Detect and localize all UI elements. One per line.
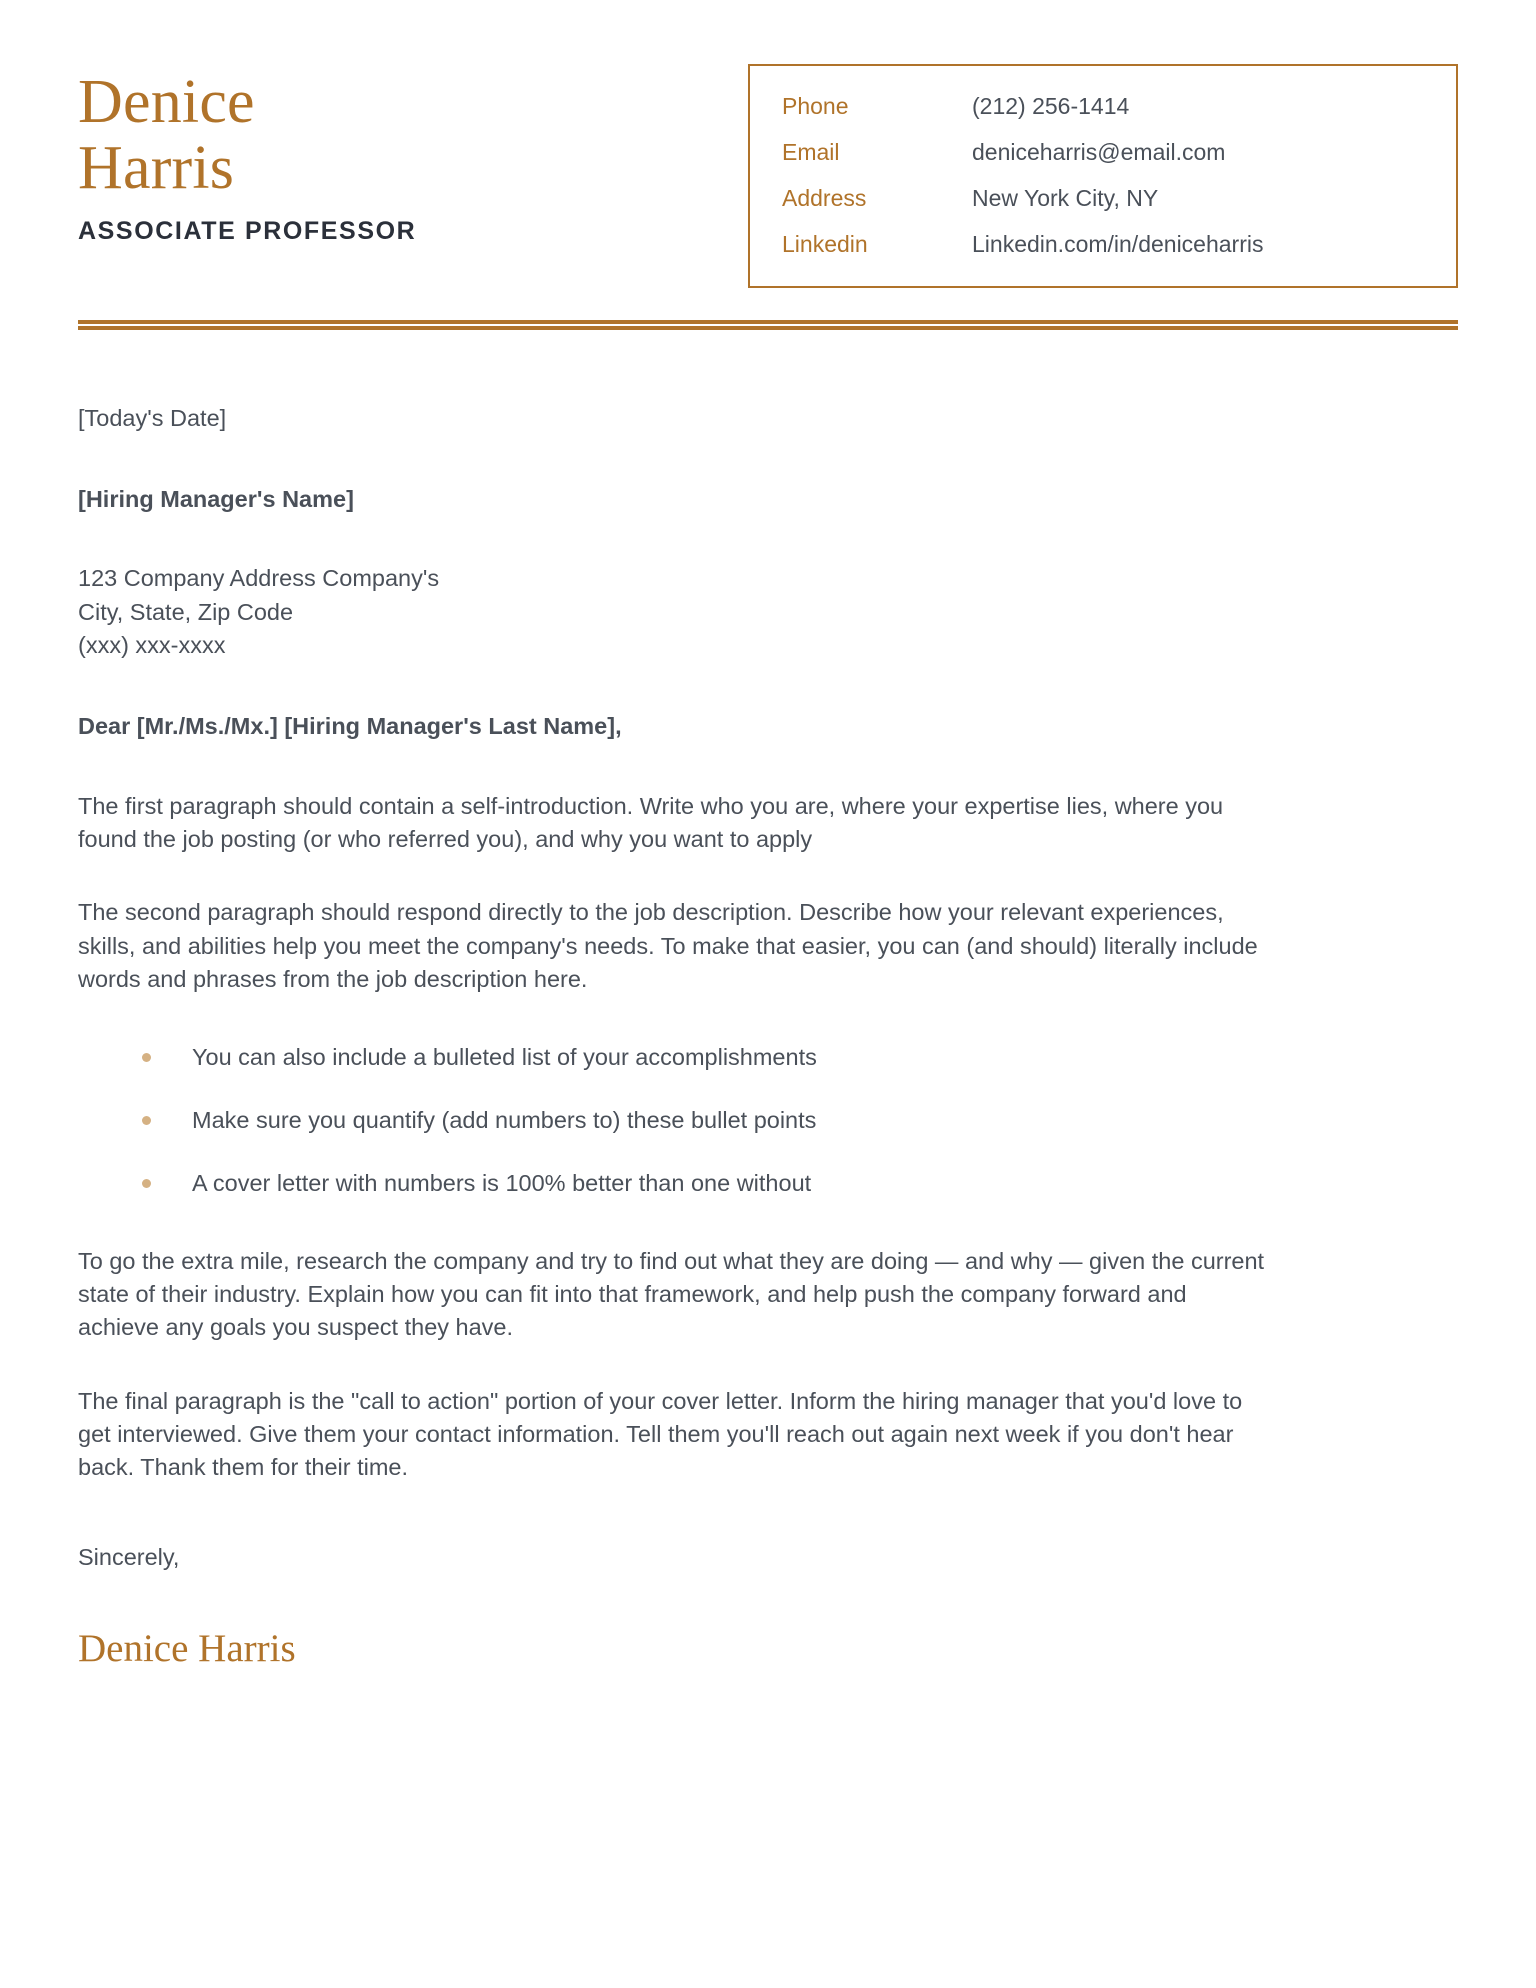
header-divider-wrap xyxy=(0,320,1536,330)
list-item-label: You can also include a bulleted list of your accomplishments xyxy=(192,1043,817,1070)
address-line-2: City, State, Zip Code xyxy=(78,598,294,625)
list-item xyxy=(118,1041,1458,1074)
contact-label-phone: Phone xyxy=(782,93,849,119)
contact-label-linkedin: Linkedin xyxy=(782,230,868,257)
address-line-3: (xxx) xxx-xxxx xyxy=(78,632,226,658)
letter-header xyxy=(0,0,1536,288)
list-item-label: Make sure you quantify (add numbers to) these bullet points xyxy=(192,1106,817,1133)
letter-body xyxy=(0,402,1536,1671)
header-divider xyxy=(78,320,1458,330)
contact-row-email xyxy=(782,138,1422,168)
contact-row-linkedin xyxy=(782,230,1422,260)
body-paragraph-1: The first paragraph should contain a self-introduction. Write who you are, where your expertise lies, where you found the job posting (or who referred you), and why you want to apply xyxy=(78,792,1224,853)
list-item xyxy=(118,1167,1458,1200)
last-name: Harris xyxy=(78,133,235,202)
body-paragraph-3: To go the extra mile, research the company and try to find out what they are doing — and why — given the current state of their industry. Explain how you can fit into that framework, and help push the company forward and achieve any goals you suspect they have. xyxy=(78,1247,1265,1341)
salutation: Dear [Mr./Ms./Mx.] [Hiring Manager's Last Name], xyxy=(78,713,622,740)
recipient-address-block xyxy=(78,562,1458,662)
recipient-name: [Hiring Manager's Name] xyxy=(78,485,354,512)
letter-date: [Today's Date] xyxy=(78,404,227,431)
body-paragraph-2: The second paragraph should respond directly to the job description. Describe how your relevant experiences, skills, and abilities help you meet the company's needs. To make that easier, you can (and should) literally include words and phrases from the job description here. xyxy=(78,899,1258,993)
contact-label-email: Email xyxy=(782,138,840,165)
contact-row-phone xyxy=(782,92,1422,122)
contact-row-address xyxy=(782,184,1422,214)
contact-value-phone: (212) 256-1414 xyxy=(972,93,1130,119)
list-item xyxy=(118,1104,1458,1137)
job-title: ASSOCIATE PROFESSOR xyxy=(78,217,417,246)
contact-value-linkedin[interactable]: Linkedin.com/in/deniceharris xyxy=(972,230,1264,257)
list-item-label: A cover letter with numbers is 100% better than one without xyxy=(192,1170,812,1197)
contact-info-box xyxy=(748,64,1458,288)
accomplishments-list xyxy=(78,1041,1458,1201)
first-name: Denice xyxy=(78,68,255,136)
closing-line: Sincerely, xyxy=(78,1543,180,1570)
bullet-dot-icon xyxy=(142,1116,151,1125)
body-paragraph-4: The final paragraph is the "call to action" portion of your cover letter. Inform the hiring manager that you'd love to get interviewed. Give them your contact information. Tell them you'll reach out again next week if you don't hear back. Thank them for their time. xyxy=(78,1387,1243,1481)
bullet-dot-icon xyxy=(142,1179,151,1188)
identity-block xyxy=(78,62,416,246)
contact-label-address: Address xyxy=(782,184,867,211)
bullet-dot-icon xyxy=(142,1053,151,1062)
contact-value-address: New York City, NY xyxy=(972,184,1159,211)
contact-value-email[interactable]: deniceharris@email.com xyxy=(972,138,1226,165)
address-line-1: 123 Company Address Company's xyxy=(78,565,440,592)
signature-name: Denice Harris xyxy=(78,1627,296,1671)
